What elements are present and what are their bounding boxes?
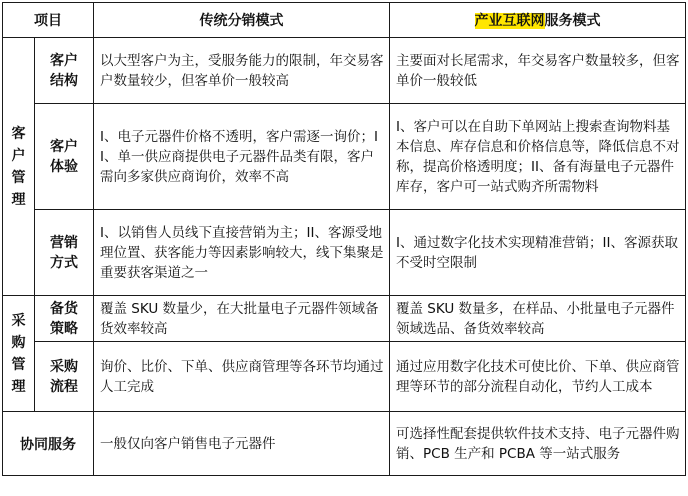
table-row xyxy=(3,412,686,476)
cell-traditional: I、电子元器件价格不透明，客户需逐一询价；II、单一供应商提供电子元器件品类有限，客户需向多家供应商询价，效率不高 xyxy=(94,104,390,210)
cell-new: I、客户可以在自助下单网站上搜索查询物料基本信息、库存信息和价格信息等，降低信息不对称，提高价格透明度；II、备有海量电子元器件库存，客户可一站式购齐所需物料 xyxy=(390,104,686,210)
collab-label: 协同服务 xyxy=(3,412,94,476)
cell-new: 通过应用数字化技术可使比价、下单、供应商管理等环节的部分流程自动化，节约人工成本 xyxy=(390,342,686,412)
cell-traditional: 以大型客户为主，受服务能力的限制，年交易客户数量较少，但客单价一般较高 xyxy=(94,38,390,104)
table-row xyxy=(3,38,686,104)
group-label-customer: 客户管理 xyxy=(3,38,35,296)
sub-label: 客户体验 xyxy=(35,104,94,210)
table-row xyxy=(3,296,686,342)
table-row xyxy=(3,342,686,412)
comparison-table xyxy=(2,2,686,476)
table-row xyxy=(3,104,686,210)
header-row xyxy=(3,3,686,38)
cell-new: 主要面对长尾需求，年交易客户数量较多，但客单价一般较低 xyxy=(390,38,686,104)
header-new-model xyxy=(390,3,686,38)
sub-label: 客户结构 xyxy=(35,38,94,104)
header-traditional: 传统分销模式 xyxy=(94,3,390,38)
sub-label: 采购流程 xyxy=(35,342,94,412)
header-item: 项目 xyxy=(3,3,94,38)
sub-label: 营销方式 xyxy=(35,210,94,296)
sub-label: 备货策略 xyxy=(35,296,94,342)
cell-traditional: 一般仅向客户销售电子元器件 xyxy=(94,412,390,476)
table-row xyxy=(3,210,686,296)
cell-new: I、通过数字化技术实现精准营销；II、客源获取不受时空限制 xyxy=(390,210,686,296)
highlighted-text: 产业互联网 xyxy=(474,13,545,29)
group-label-purchase: 采购管理 xyxy=(3,296,35,412)
cell-new: 可选择性配套提供软件技术支持、电子元器件购销、PCB 生产和 PCBA 等一站式服务 xyxy=(390,412,686,476)
cell-new: 覆盖 SKU 数量多，在样品、小批量电子元器件领域选品、备货效率较高 xyxy=(390,296,686,342)
cell-traditional: 覆盖 SKU 数量少，在大批量电子元器件领域备货效率较高 xyxy=(94,296,390,342)
cell-traditional: I、以销售人员线下直接营销为主；II、客源受地理位置、获客能力等因素影响较大，线下集聚是重要获客渠道之一 xyxy=(94,210,390,296)
header-new-model-rest: 服务模式 xyxy=(544,13,601,29)
cell-traditional: 询价、比价、下单、供应商管理等各环节均通过人工完成 xyxy=(94,342,390,412)
